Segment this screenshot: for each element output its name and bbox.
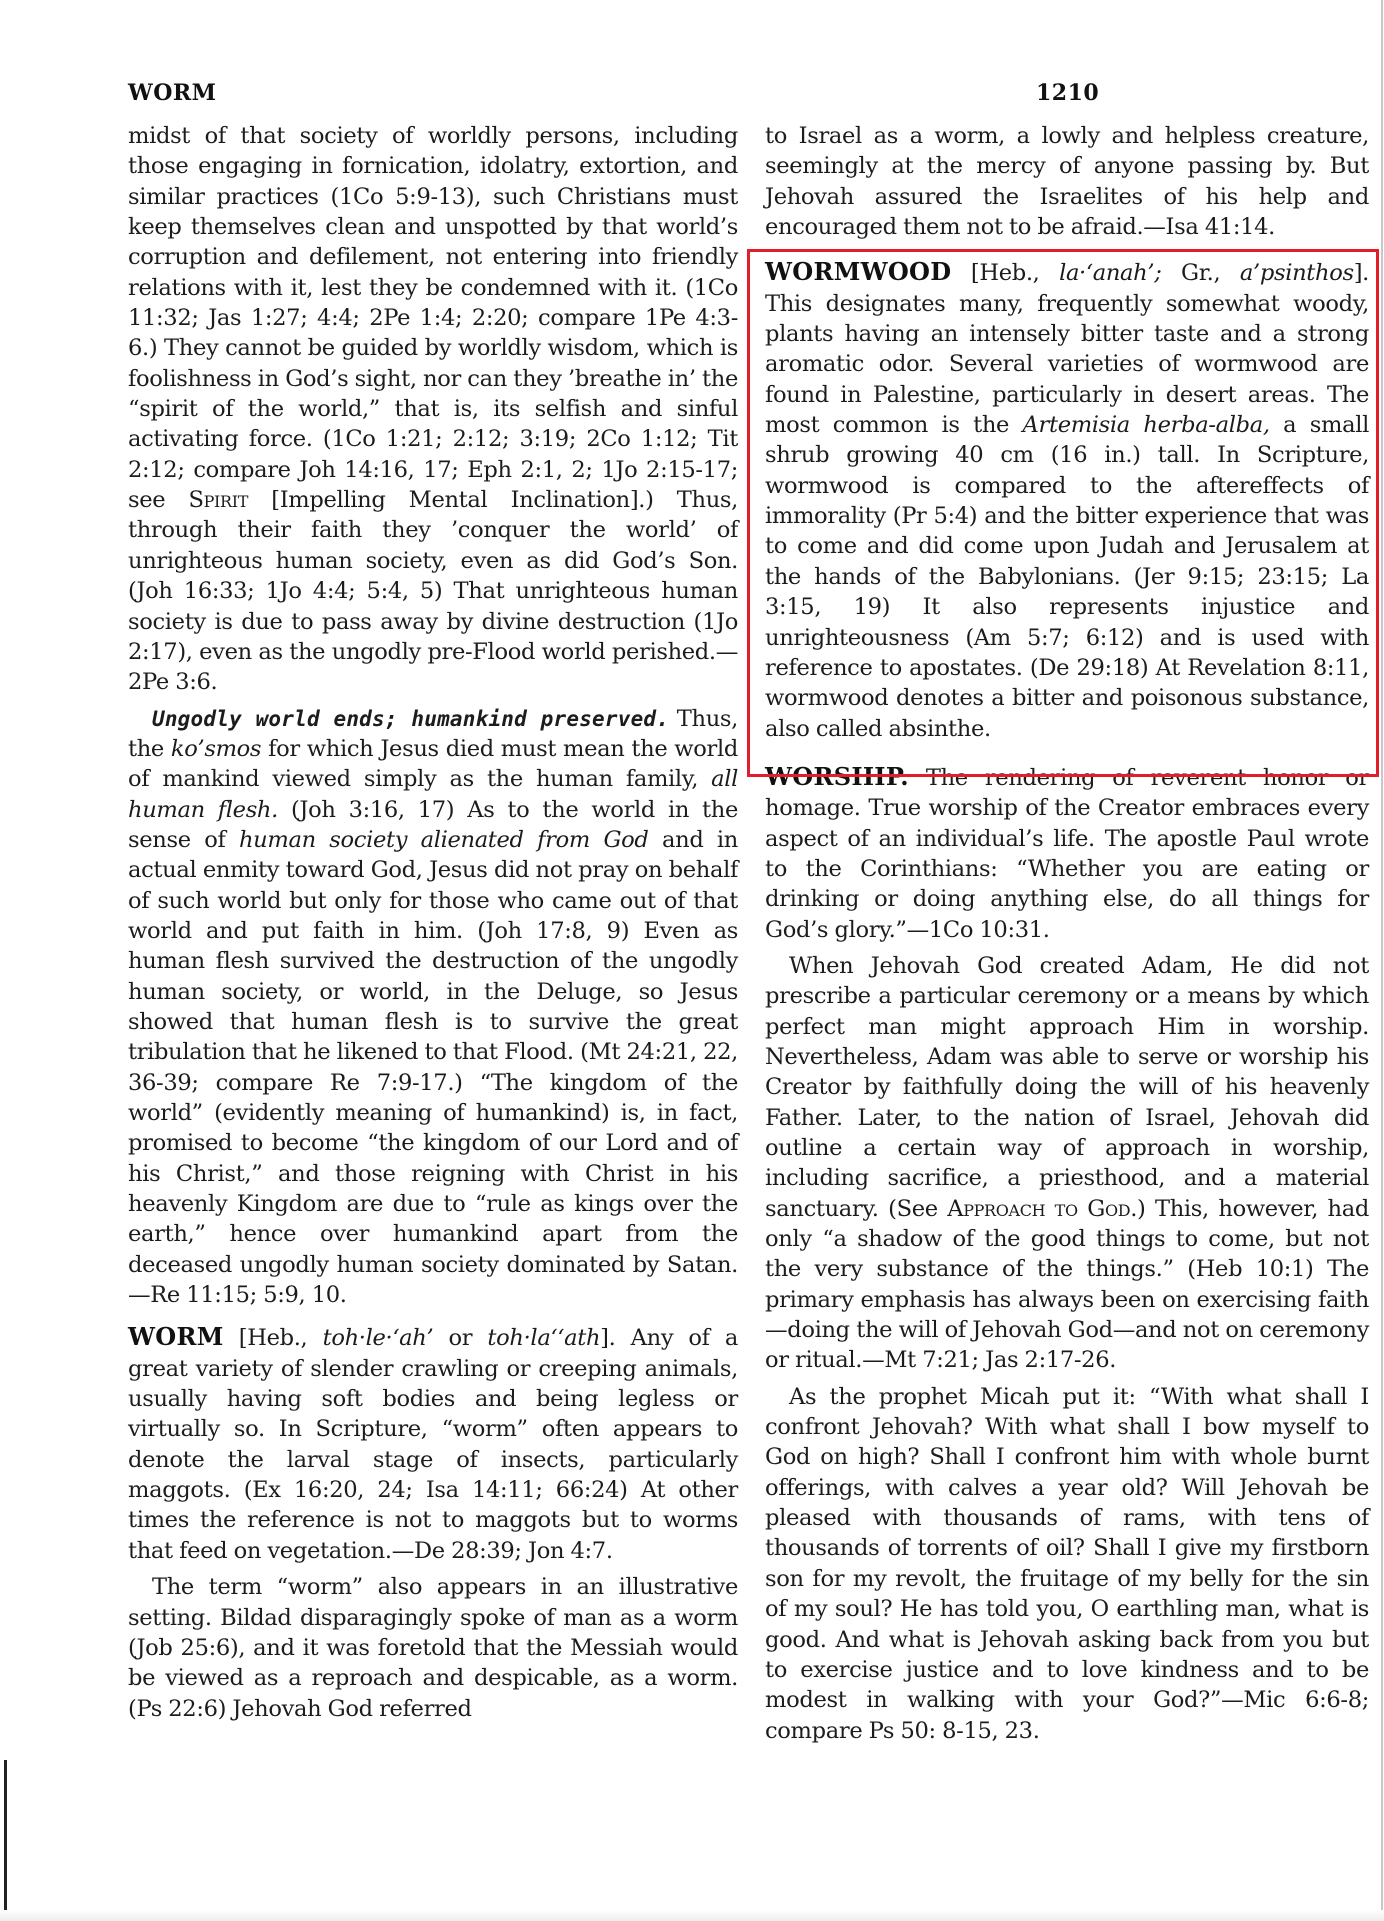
page-bottom-edge bbox=[0, 1910, 1384, 1921]
entry-worship: WORSHIP. The rendering of reverent honor or homage. True worship of the Creator embraces every aspect of an individual’s life. The apostle Paul wrote to the Corinthians: “Whether you are eating or drinking or doing anything else, do all things for God’s glory.”—1Co 10:31. bbox=[765, 761, 1369, 943]
guide-word: WORM bbox=[128, 80, 217, 106]
worship-paragraph-3: As the prophet Micah put it: “With what shall I confront Jehovah? With what shall I bow myself to God on high? Shall I confront him with whole burnt offerings, with calves a year old? Will Jehovah be pleased with thousands of rams, with tens of thousands of torrents of oil? Shall I give my firstborn son for my revolt, the fruitage of my belly for the sin of my soul? He has told you, O earthling man, what is good. And what is Jehovah asking back from you but to exercise justice and to love kindness and to be modest in walking with your God?”—Mic 6:6-8; compare Ps 50: 8-15, 23. bbox=[765, 1383, 1369, 1744]
runin-subheading: Ungodly world ends; humankind preserved. bbox=[152, 706, 670, 731]
left-column bbox=[128, 121, 738, 1724]
worship-paragraph-2: When Jehovah God created Adam, He did not prescribe a particular ceremony or a means by which perfect man might approach Him in worship. Nevertheless, Adam was able to serve or worship his Creator by faithfully doing the will of his heavenly Father. Later, to the nation of Israel, Jehovah did outline a certain way of approach in worship, including sacrifice, a priesthood, and a material sanctuary. (See Approach to God.) This, however, had only “a shadow of the good things to come, but not the very substance of the things.” (Heb 10:1) The primary emphasis has always been on exercising faith—doing the will of Jehovah God—and not on ceremony or ritual.—Mt 7:21; Jas 2:17-26. bbox=[765, 952, 1369, 1374]
cross-reference[interactable]: Approach to God bbox=[947, 1195, 1131, 1222]
page-edge-line bbox=[1381, 0, 1383, 1921]
entry-wormwood: WORMWOOD [Heb., la·‘anah’; Gr., a’psinthos]. This designates many, frequently somewhat woody, plants having an intensely bitter taste and a strong aromatic odor. Several varieties of wormwood are found in Palestine, particularly in desert areas. The most common is the Artemisia herba-alba, a small shrub growing 40 cm (16 in.) tall. In Scripture, wormwood is compared to the aftereffects of immorality (Pr 5:4) and the bitter experience that was to come and did come upon Judah and Jerusalem at the hands of the Babylonians. (Jer 9:15; 23:15; La 3:15, 19) It also represents injustice and unrighteousness (Am 5:7; 6:12) and is used with reference to apostates. (De 29:18) At Revelation 8:11, wormwood denotes a bitter and poisonous substance, also called absinthe. bbox=[765, 257, 1370, 742]
worm-continued-paragraph: to Israel as a worm, a lowly and helpless creature, seemingly at the mercy of anyone passing by. But Jehovah assured the Israelites of his help and encouraged them not to be afraid.—Isa 41:14. bbox=[765, 123, 1369, 241]
worm-paragraph-2: The term “worm” also appears in an illustrative setting. Bildad disparagingly spoke of man as a worm (Job 25:6), and it was foretold that the Messiah would be viewed as a reproach and despicable, as a worm. (Ps 22:6) Jehovah God referred bbox=[128, 1574, 738, 1722]
binding-edge-bar bbox=[4, 1760, 7, 1921]
right-column bbox=[765, 121, 1369, 1746]
headword-worship: WORSHIP. bbox=[765, 761, 909, 791]
headword-wormwood: WORMWOOD bbox=[765, 257, 952, 287]
page-number: 1210 bbox=[1036, 80, 1100, 106]
cross-reference[interactable]: Spirit bbox=[188, 487, 249, 514]
subheading-paragraph: Ungodly world ends; humankind preserved. Thus, the ko’smos for which Jesus died must mean the world of mankind viewed simply as the human family, all human flesh. (Joh 3:16, 17) As to the world in the sense of human society alienated from God and in actual enmity toward God, Jesus did not pray on behalf of such world but only for those who came out of that world and put faith in him. (Joh 17:8, 9) Even as human flesh survived the destruction of the ungodly human society, or world, in the Deluge, so Jesus showed that human flesh is to survive the great tribulation that he likened to that Flood. (Mt 24:21, 22, 36-39; compare Re 7:9-17.) “The kingdom of the world” (evidently meaning of humankind) is, in fact, promised to become “the kingdom of our Lord and of his Christ,” and those reigning with Christ in his heavenly Kingdom are due to “rule as kings over the earth,” hence over humankind apart from the deceased ungodly human society dominated by Satan.—Re 11:15; 5:9, 10. bbox=[128, 705, 739, 1309]
entry-worm: WORM [Heb., toh·le·‘ah’ or toh·la‘‘ath]. Any of a great variety of slender crawling or creeping animals, usually having soft bodies and being legless or virtually so. In Scripture, “worm” often appears to denote the larval stage of insects, particularly maggots. (Ex 16:20, 24; Isa 14:11; 66:24) At other times the reference is not to maggots but to worms that feed on vegetation.—De 28:39; Jon 4:7. bbox=[128, 1322, 739, 1564]
world-continued-paragraph: midst of that society of worldly persons, including those engaging in fornication, idolatry, extortion, and similar practices (1Co 5:9-13), such Christians must keep themselves clean and unspotted by that world’s corruption and defilement, not entering into friendly relations with it, lest they be condemned with it. (1Co 11:32; Jas 1:27; 4:4; 2Pe 1:4; 2:20; compare 1Pe 4:3-6.) They cannot be guided by worldly wisdom, which is foolishness in God’s sight, nor can they ’breathe in’ the “spirit of the world,” that is, its selfish and sinful activating force. (1Co 1:21; 2:12; 3:19; 2Co 1:12; Tit 2:12; compare Joh 14:16, 17; Eph 2:1, 2; 1Jo 2:15-17; see Spirit [Impelling Mental Inclination].) Thus, through their faith they ’conquer the world’ of unrighteous human society, even as did God’s Son. (Joh 16:33; 1Jo 4:4; 5:4, 5) That unrighteous human society is due to pass away by divine destruction (1Jo 2:17), even as the ungodly pre-Flood world perished.—2Pe 3:6. bbox=[128, 123, 738, 696]
headword-worm: WORM bbox=[128, 1322, 224, 1352]
